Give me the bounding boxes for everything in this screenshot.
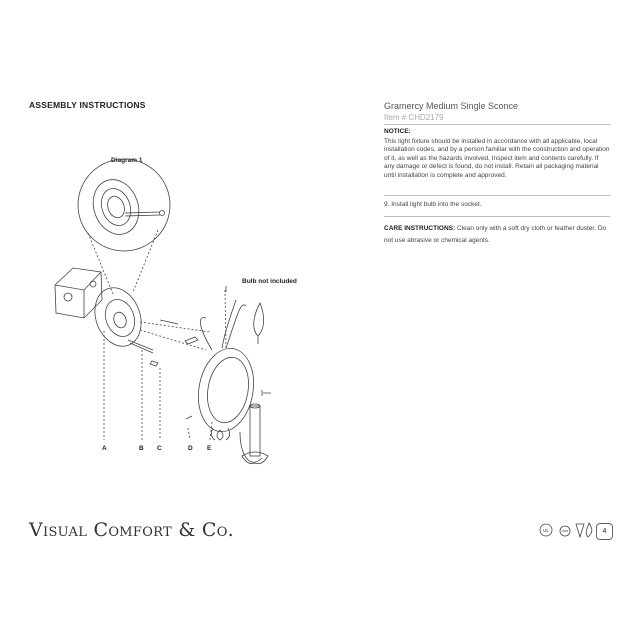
dry-location-icon [560,526,570,536]
bulb-type-icon [576,524,584,537]
bulb-not-included-label: Bulb not included [242,278,297,285]
notice-body: This light fixture should be installed in accordance with all applicable, local installation codes, and by a person familiar with the construction and operation of it, as well as the hazards involved. Inspect item and contents carefully. If any damage or defect is found, do not install. Retain all packaging material until installation is complete and approved. [384,138,610,179]
care-text: Clean only with a soft dry cloth or feather duster. Do not use abrasive or chemical agents. [384,225,607,244]
diagram1-label: Diagram 1 [111,157,143,164]
part-letter-c: C [157,445,162,452]
part-letter-e: E [207,445,212,452]
brand-logo: Visual Comfort & Co. [29,519,235,541]
flame-icon [586,523,592,537]
svg-text:UL: UL [543,528,549,533]
ul-listed-icon [540,524,552,536]
part-letter-b: B [139,445,144,452]
step-9: 9. Install light bulb into the socket. [384,201,482,208]
page-number-badge: 4 [596,523,613,540]
item-number: Item # CHD2179 [384,113,444,122]
section-title: ASSEMBLY INSTRUCTIONS [29,100,146,110]
part-letter-d: D [188,445,193,452]
product-title: Gramercy Medium Single Sconce [384,101,519,111]
part-letter-a: A [102,445,107,452]
notice-title: NOTICE: [384,128,411,135]
care-label: CARE INSTRUCTIONS: [384,225,456,232]
